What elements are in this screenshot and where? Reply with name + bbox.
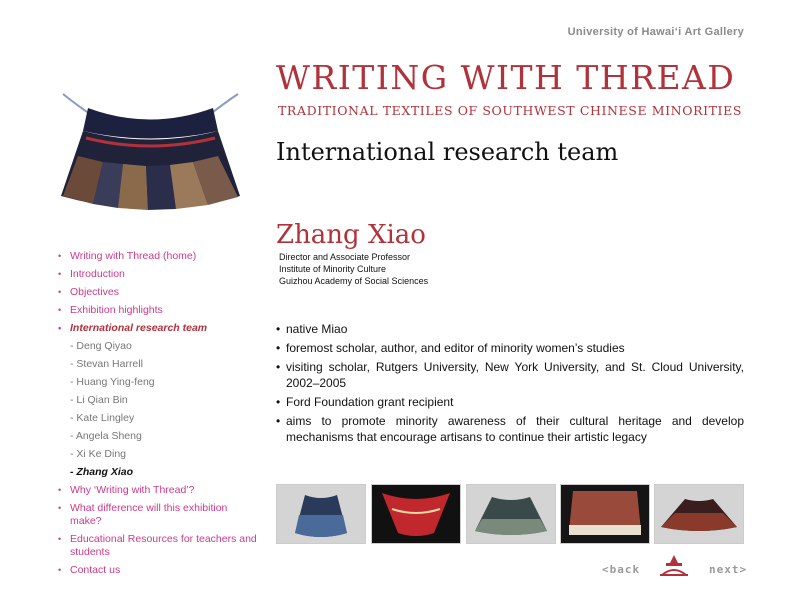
next-link[interactable]: next> <box>709 563 748 576</box>
nav-subitem-angela-sheng[interactable]: - Angela Sheng <box>70 430 142 442</box>
nav-bullet-icon: • <box>58 534 62 544</box>
nav-bullet-icon: • <box>58 503 62 513</box>
nav-item-research-team[interactable]: • International research team <box>58 322 208 334</box>
nav-subitem-deng-qiyao[interactable]: - Deng Qiyao <box>70 340 132 352</box>
nav-item-home[interactable]: • Writing with Thread (home) <box>58 250 197 262</box>
nav-item-why-writing-with-thread[interactable]: • Why ‘Writing with Thread’? <box>58 484 195 496</box>
bullet-icon: • <box>276 395 281 409</box>
nav-bullet-icon: • <box>58 269 62 279</box>
nav-item-contact-us[interactable]: • Contact us <box>58 564 121 576</box>
nav-subitem-huang-ying-feng[interactable]: - Huang Ying-feng <box>70 376 155 388</box>
bio-bullet-text: native Miao <box>286 322 348 336</box>
nav-bullet-icon: • <box>58 251 62 261</box>
site-subtitle: TRADITIONAL TEXTILES OF SOUTHWEST CHINESE MINORITIES <box>278 103 742 118</box>
bio-bullet <box>276 340 744 356</box>
site-title: WRITING WITH THREAD <box>276 58 736 97</box>
skirt-thumbnail[interactable] <box>560 484 650 544</box>
skirt-thumbnail[interactable] <box>466 484 556 544</box>
bio-bullet-list <box>276 321 744 448</box>
nav-item-exhibition-highlights[interactable]: • Exhibition highlights <box>58 304 163 316</box>
bio-bullet-text: foremost scholar, author, and editor of minority women’s studies <box>286 341 625 355</box>
thumbnail-strip <box>276 484 746 544</box>
bio-bullet-text: aims to promote minority awareness of their cultural heritage and develop mechanisms that encourage artisans to continue their artistic legacy <box>286 414 744 444</box>
nav-bullet-icon: • <box>58 287 62 297</box>
section-title: International research team <box>276 138 619 166</box>
nav-item-objectives[interactable]: • Objectives <box>58 286 120 298</box>
bio-bullet <box>276 413 744 445</box>
skirt-thumbnail[interactable] <box>654 484 744 544</box>
nav-item-introduction[interactable]: • Introduction <box>58 268 125 280</box>
gallery-name: University of Hawai‘i Art Gallery <box>567 26 744 38</box>
bullet-icon: • <box>276 360 281 374</box>
nav-subitem-li-qian-bin[interactable]: - Li Qian Bin <box>70 394 128 406</box>
person-title-line: Guizhou Academy of Social Sciences <box>279 276 429 286</box>
skirt-thumbnail[interactable] <box>276 484 366 544</box>
bio-bullet-text: Ford Foundation grant recipient <box>286 395 454 409</box>
nav-subitem-stevan-harrell[interactable]: - Stevan Harrell <box>70 358 143 370</box>
nav-bullet-icon: • <box>58 305 62 315</box>
nav-subitem-zhang-xiao[interactable]: - Zhang Xiao <box>70 466 133 478</box>
nav-bullet-icon: • <box>58 485 62 495</box>
nav-item-what-difference[interactable]: • What difference will this exhibition make? <box>58 502 228 527</box>
bio-bullet <box>276 394 744 410</box>
bullet-icon: • <box>276 322 281 336</box>
bio-bullet-text: visiting scholar, Rutgers University, New York University, and St. Cloud University, 2002–2005 <box>286 360 744 390</box>
bio-bullet <box>276 359 744 391</box>
nav-item-educational-resources[interactable]: • Educational Resources for teachers and students <box>58 533 257 558</box>
person-titles <box>279 251 428 287</box>
bullet-icon: • <box>276 341 281 355</box>
skirt-thumbnail[interactable] <box>371 484 461 544</box>
person-name: Zhang Xiao <box>276 220 426 250</box>
person-title-line: Director and Associate Professor <box>279 252 411 262</box>
bio-bullet <box>276 321 744 337</box>
nav-subitem-xi-ke-ding[interactable]: - Xi Ke Ding <box>70 448 127 460</box>
gallery-logo-icon[interactable] <box>656 553 692 577</box>
person-title-line: Institute of Minority Culture <box>279 264 387 274</box>
nav-subitem-kate-lingley[interactable]: - Kate Lingley <box>70 412 135 424</box>
nav-bullet-icon: • <box>58 565 62 575</box>
side-nav <box>58 250 258 582</box>
bullet-icon: • <box>276 414 281 428</box>
nav-bullet-icon: • <box>58 323 62 333</box>
back-link[interactable]: <back <box>602 563 641 576</box>
hero-skirt-image <box>58 86 243 218</box>
